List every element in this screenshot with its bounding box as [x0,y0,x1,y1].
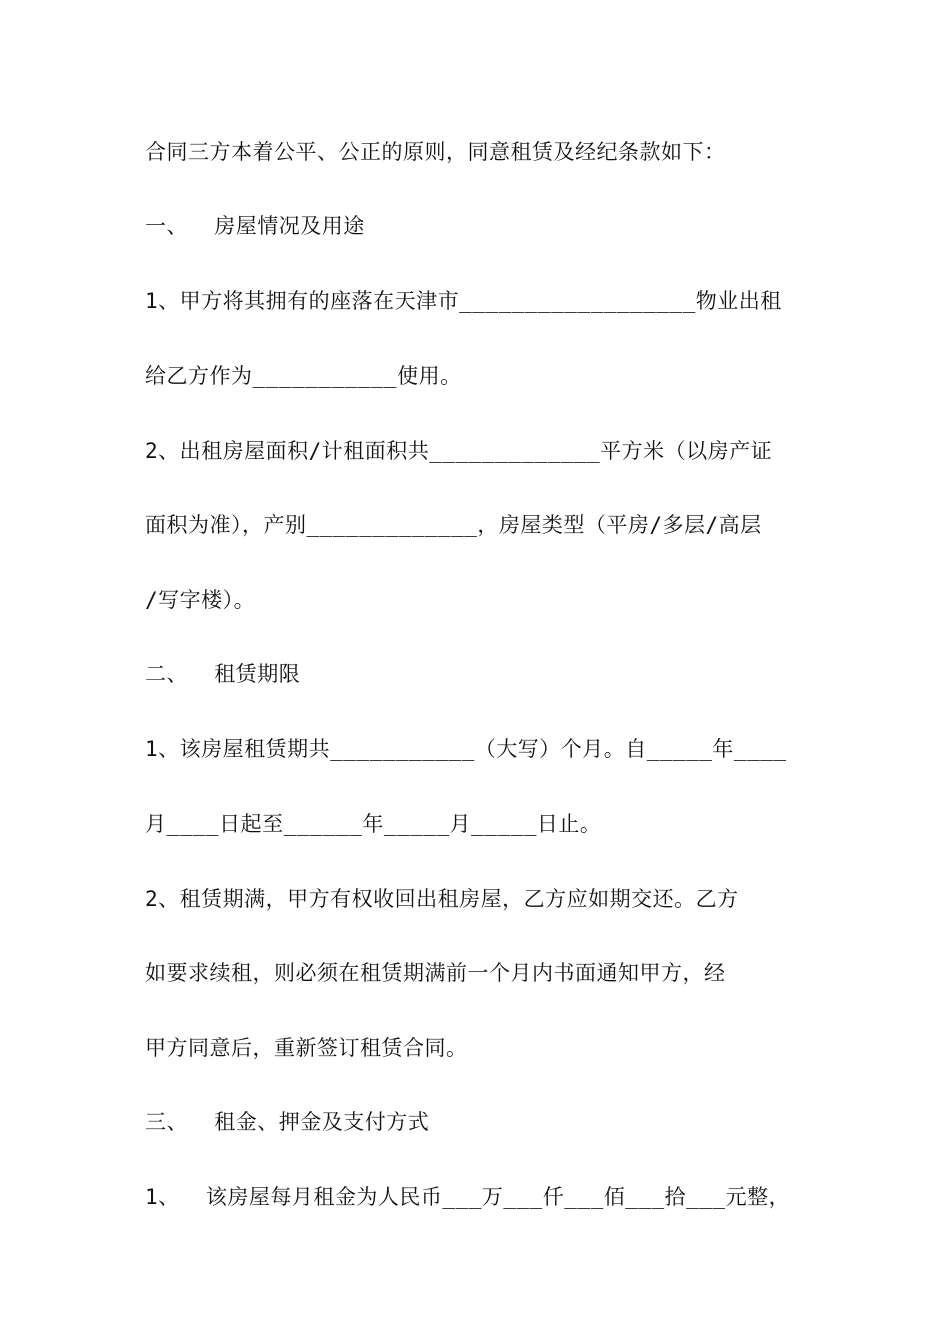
clause-2-2-line-1: 2、租赁期满，甲方有权收回出租房屋，乙方应如期交还。乙方 [145,887,739,911]
intro-line: 合同三方本着公平、公正的原则，同意租赁及经纪条款如下： [145,140,726,164]
clause-2-1-line-1: 1、该房屋租赁期共___________（大写）个月。自_____年____ [145,737,787,761]
clause-1-2-line-2: 面积为准），产别_____________，房屋类型（平房/多层/高层 [145,513,762,537]
section-2-heading: 二、 租赁期限 [145,662,301,686]
clause-2-2-line-3: 甲方同意后，重新签订租赁合同。 [145,1036,468,1060]
clause-1-1-line-1: 1、甲方将其拥有的座落在天津市__________________物业出租 [145,289,782,313]
clause-3-1-line-1: 1、 该房屋每月租金为人民币___万___仟___佰___拾___元整， [145,1185,791,1209]
section-3-heading: 三、 租金、押金及支付方式 [145,1110,430,1134]
clause-2-1-line-2: 月____日起至______年_____月_____日止。 [145,812,602,836]
clause-1-2-line-3: /写字楼）。 [145,588,256,612]
clause-2-2-line-2: 如要求续租，则必须在租赁期满前一个月内书面通知甲方，经 [145,961,726,985]
clause-1-1-line-2: 给乙方作为___________使用。 [145,364,462,388]
clause-1-2-line-1: 2、出租房屋面积/计租面积共_____________平方米（以房产证 [145,439,773,463]
section-1-heading: 一、 房屋情况及用途 [145,214,365,238]
